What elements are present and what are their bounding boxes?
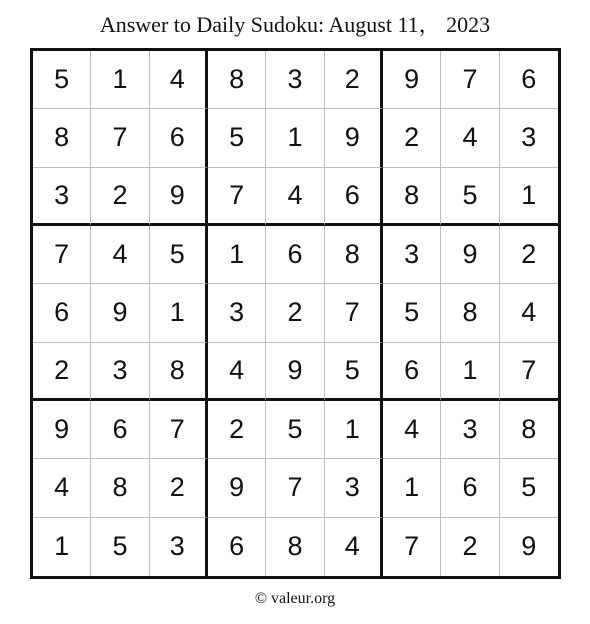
sudoku-cell-r3c6: 6: [325, 168, 383, 226]
sudoku-cell-r4c6: 8: [325, 226, 383, 284]
sudoku-cell-r5c4: 3: [208, 284, 266, 342]
sudoku-cell-r9c8: 2: [441, 518, 499, 576]
sudoku-cell-r1c5: 3: [266, 51, 324, 109]
sudoku-cell-r5c3: 1: [150, 284, 208, 342]
sudoku-cell-r5c2: 9: [91, 284, 149, 342]
footer-site-link[interactable]: valeur.org: [271, 590, 336, 607]
sudoku-cell-r1c8: 7: [441, 51, 499, 109]
sudoku-cell-r7c6: 1: [325, 401, 383, 459]
sudoku-cell-r1c7: 9: [383, 51, 441, 109]
sudoku-cell-r7c7: 4: [383, 401, 441, 459]
sudoku-cell-r5c1: 6: [33, 284, 91, 342]
sudoku-cell-r8c2: 8: [91, 459, 149, 517]
sudoku-cell-r8c8: 6: [441, 459, 499, 517]
sudoku-cell-r2c6: 9: [325, 109, 383, 167]
sudoku-cell-r4c5: 6: [266, 226, 324, 284]
sudoku-cell-r4c7: 3: [383, 226, 441, 284]
sudoku-cell-r8c5: 7: [266, 459, 324, 517]
sudoku-cell-r6c1: 2: [33, 343, 91, 401]
sudoku-cell-r6c4: 4: [208, 343, 266, 401]
sudoku-cell-r2c8: 4: [441, 109, 499, 167]
copyright-icon: ©: [254, 590, 267, 607]
sudoku-cell-r9c5: 8: [266, 518, 324, 576]
sudoku-cell-r1c1: 5: [33, 51, 91, 109]
sudoku-cell-r4c3: 5: [150, 226, 208, 284]
sudoku-cell-r4c4: 1: [208, 226, 266, 284]
sudoku-cell-r6c2: 3: [91, 343, 149, 401]
sudoku-cell-r5c9: 4: [500, 284, 558, 342]
sudoku-cell-r2c4: 5: [208, 109, 266, 167]
sudoku-cell-r6c8: 1: [441, 343, 499, 401]
sudoku-cell-r9c7: 7: [383, 518, 441, 576]
sudoku-cell-r9c9: 9: [500, 518, 558, 576]
sudoku-cell-r4c2: 4: [91, 226, 149, 284]
sudoku-cell-r6c6: 5: [325, 343, 383, 401]
sudoku-cell-r3c8: 5: [441, 168, 499, 226]
sudoku-cell-r1c2: 1: [91, 51, 149, 109]
sudoku-cell-r7c4: 2: [208, 401, 266, 459]
sudoku-cell-r1c6: 2: [325, 51, 383, 109]
sudoku-cell-r1c3: 4: [150, 51, 208, 109]
sudoku-cell-r4c9: 2: [500, 226, 558, 284]
sudoku-cell-r7c9: 8: [500, 401, 558, 459]
sudoku-cell-r7c8: 3: [441, 401, 499, 459]
sudoku-cell-r2c3: 6: [150, 109, 208, 167]
sudoku-cell-r7c5: 5: [266, 401, 324, 459]
sudoku-cell-r3c4: 7: [208, 168, 266, 226]
sudoku-cell-r5c5: 2: [266, 284, 324, 342]
sudoku-cell-r6c5: 9: [266, 343, 324, 401]
sudoku-cell-r4c1: 7: [33, 226, 91, 284]
sudoku-cell-r9c1: 1: [33, 518, 91, 576]
sudoku-cell-r3c9: 1: [500, 168, 558, 226]
sudoku-grid: [30, 48, 561, 579]
sudoku-cell-r8c4: 9: [208, 459, 266, 517]
sudoku-cell-r3c2: 2: [91, 168, 149, 226]
sudoku-cell-r5c7: 5: [383, 284, 441, 342]
sudoku-cell-r9c4: 6: [208, 518, 266, 576]
sudoku-cell-r6c3: 8: [150, 343, 208, 401]
sudoku-cell-r6c7: 6: [383, 343, 441, 401]
sudoku-cell-r9c6: 4: [325, 518, 383, 576]
sudoku-cell-r3c1: 3: [33, 168, 91, 226]
sudoku-cell-r8c7: 1: [383, 459, 441, 517]
sudoku-cell-r1c9: 6: [500, 51, 558, 109]
sudoku-cell-r2c9: 3: [500, 109, 558, 167]
sudoku-cell-r8c3: 2: [150, 459, 208, 517]
sudoku-cell-r3c5: 4: [266, 168, 324, 226]
sudoku-cell-r7c3: 7: [150, 401, 208, 459]
sudoku-cell-r6c9: 7: [500, 343, 558, 401]
sudoku-cell-r1c4: 8: [208, 51, 266, 109]
sudoku-cell-r7c2: 6: [91, 401, 149, 459]
sudoku-cell-r8c9: 5: [500, 459, 558, 517]
sudoku-cell-r5c6: 7: [325, 284, 383, 342]
sudoku-cell-r7c1: 9: [33, 401, 91, 459]
sudoku-cell-r8c1: 4: [33, 459, 91, 517]
sudoku-cell-r2c2: 7: [91, 109, 149, 167]
sudoku-cell-r2c1: 8: [33, 109, 91, 167]
sudoku-cell-r5c8: 8: [441, 284, 499, 342]
page-title: Answer to Daily Sudoku: August 11， 2023: [99, 12, 491, 37]
sudoku-cell-r3c3: 9: [150, 168, 208, 226]
sudoku-cell-r2c7: 2: [383, 109, 441, 167]
sudoku-cell-r2c5: 1: [266, 109, 324, 167]
sudoku-cell-r9c3: 3: [150, 518, 208, 576]
sudoku-cell-r8c6: 3: [325, 459, 383, 517]
copyright-footer: [0, 589, 590, 609]
sudoku-cell-r9c2: 5: [91, 518, 149, 576]
sudoku-cell-r4c8: 9: [441, 226, 499, 284]
sudoku-cell-r3c7: 8: [383, 168, 441, 226]
